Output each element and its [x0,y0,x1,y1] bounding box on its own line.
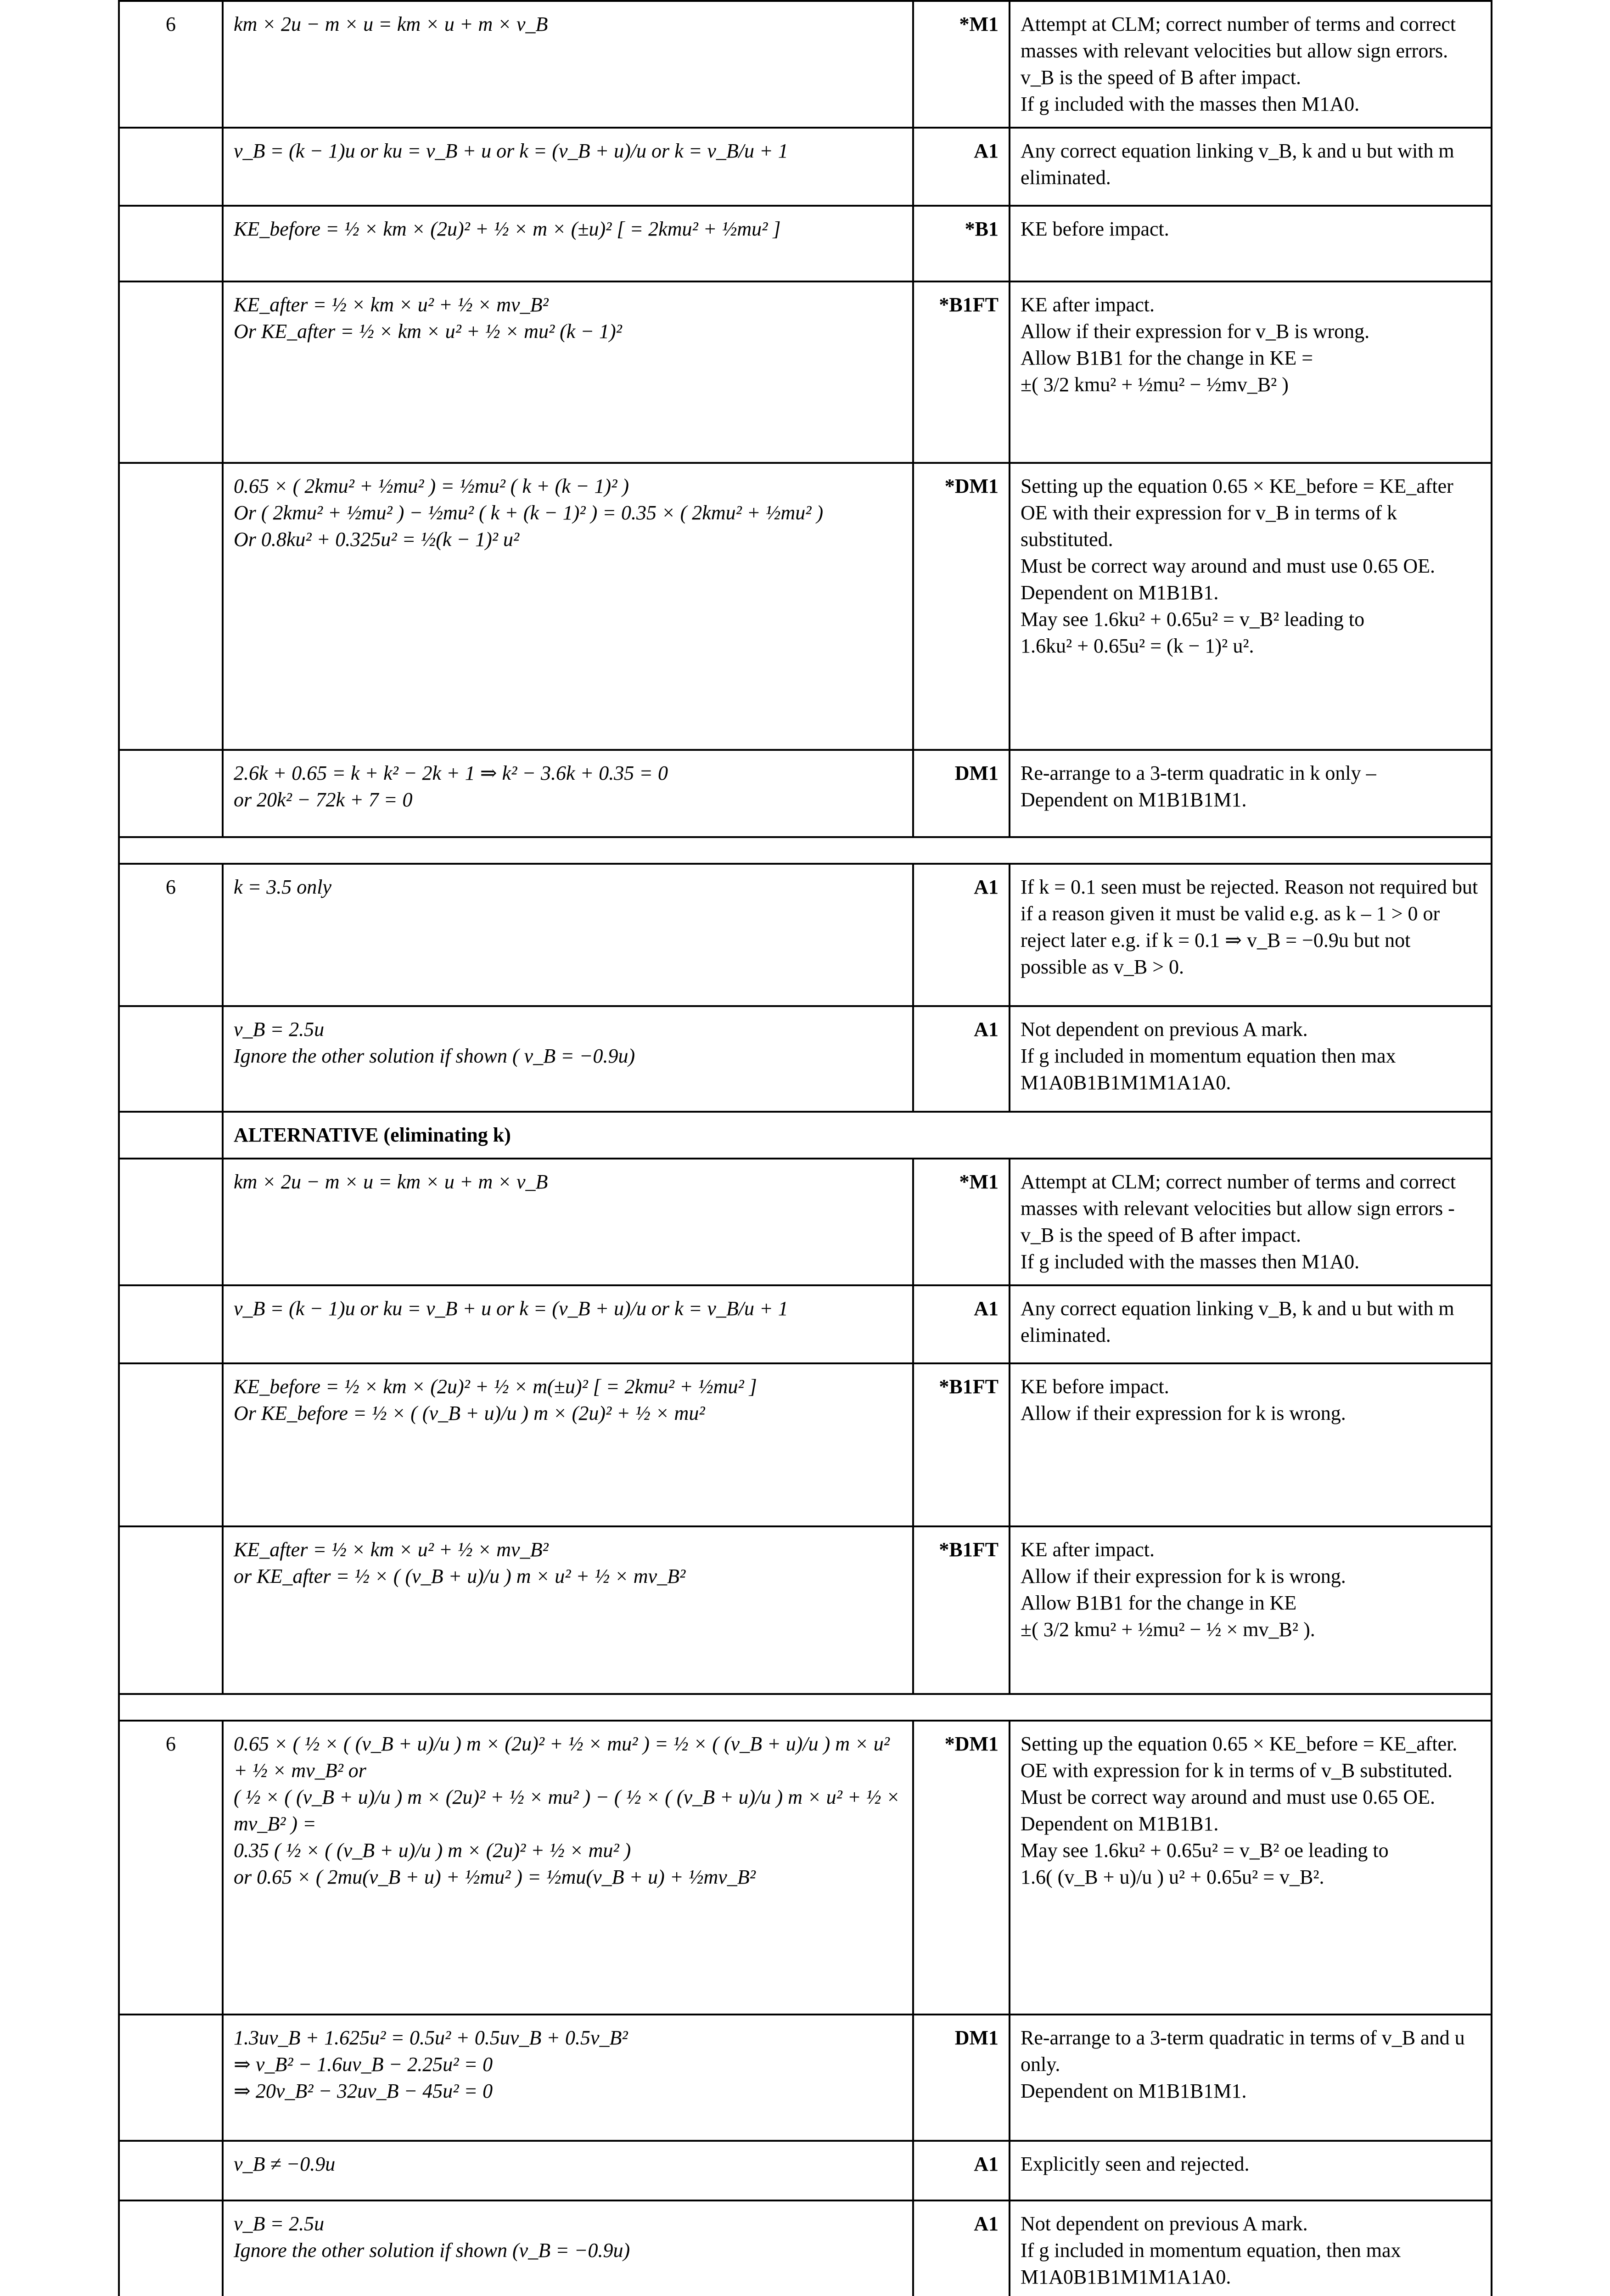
guidance-line: Allow if their expression for v_B is wrong. [1021,320,1370,343]
mark-code: *B1FT [913,1526,1010,1694]
mark-code: A1 [913,128,1010,206]
guidance-line: ±( 3/2 kmu² + ½mu² − ½ × mv_B² ). [1021,1618,1315,1641]
working-line: Or 0.8ku² + 0.325u² = ½(k − 1)² u² [234,528,520,551]
mark-row [119,1363,1492,1526]
guidance-line: Not dependent on previous A mark. [1021,1018,1308,1041]
working-line: k = 3.5 only [234,876,331,898]
guidance-line: Must be correct way around and must use 0.65 OE. [1021,555,1436,577]
working-line: or KE_after = ½ × ( (v_B + u)/u ) m × u² + ½ × mv_B² [234,1565,686,1587]
working-cell [223,750,913,837]
working-line: km × 2u − m × u = km × u + m × v_B [234,13,548,35]
guidance-line: Re-arrange to a 3-term quadratic in terms of v_B and u only. [1021,2026,1465,2076]
question-number-cell: 6 [119,1721,223,2015]
working-line: 0.65 × ( ½ × ( (v_B + u)/u ) m × (2u)² + ½ × mu² ) = ½ × ( (v_B + u)/u ) m × u² + ½ × mv_B² or [234,1733,890,1782]
guidance-line: KE before impact. [1021,218,1169,240]
working-line: Or ( 2kmu² + ½mu² ) − ½mu² ( k + (k − 1)² ) = 0.35 × ( 2kmu² + ½mu² ) [234,501,824,524]
working-cell [223,1,913,128]
mark-code: DM1 [913,750,1010,837]
guidance-line: Re-arrange to a 3-term quadratic in k only – [1021,762,1376,784]
mark-row [119,206,1492,281]
working-cell [223,281,913,463]
guidance-line: Allow if their expression for k is wrong. [1021,1565,1346,1587]
working-cell [223,864,913,1006]
working-cell [223,1159,913,1285]
working-cell [223,2141,913,2200]
mark-code: *DM1 [913,1721,1010,2015]
guidance-line: Not dependent on previous A mark. [1021,2212,1308,2235]
question-number-cell: 6 [119,864,223,1006]
guidance-line: Dependent on M1B1B1M1. [1021,788,1247,811]
guidance-cell [1010,1721,1492,2015]
mark-code: A1 [913,2141,1010,2200]
mark-code: *B1FT [913,281,1010,463]
guidance-cell [1010,2200,1492,2296]
working-cell [223,1721,913,2015]
block-separator [119,1694,1492,1721]
guidance-line: Allow B1B1 for the change in KE [1021,1592,1297,1614]
mark-scheme-table [118,0,1492,2296]
guidance-cell [1010,463,1492,750]
working-line: 0.35 ( ½ × ( (v_B + u)/u ) m × (2u)² + ½ × mu² ) [234,1839,631,1862]
mark-row [119,1285,1492,1363]
guidance-line: Attempt at CLM; correct number of terms and correct masses with relevant velocities but allow sign errors - [1021,1171,1456,1220]
working-cell [223,2015,913,2141]
working-cell [223,206,913,281]
guidance-line: May see 1.6ku² + 0.65u² = v_B² leading to [1021,608,1365,630]
working-line: or 0.65 × ( 2mu(v_B + u) + ½mu² ) = ½mu(v_B + u) + ½mv_B² [234,1866,756,1888]
guidance-cell [1010,281,1492,463]
working-line: KE_before = ½ × km × (2u)² + ½ × m × (±u)² [ = 2kmu² + ½mu² ] [234,218,781,240]
question-number-cell [119,2141,223,2200]
alternative-heading: ALTERNATIVE (eliminating k) [223,1112,1492,1159]
working-cell [223,1285,913,1363]
guidance-line: KE after impact. [1021,1538,1155,1561]
guidance-line: Any correct equation linking v_B, k and u but with m eliminated. [1021,140,1454,189]
question-number-cell [119,1159,223,1285]
working-line: v_B = 2.5u [234,1018,325,1041]
guidance-line: Explicitly seen and rejected. [1021,2153,1250,2175]
guidance-line: Dependent on M1B1B1. [1021,1812,1219,1835]
working-line: v_B = (k − 1)u or ku = v_B + u or k = (v_B + u)/u or k = v_B/u + 1 [234,140,788,162]
guidance-line: KE before impact. [1021,1375,1169,1398]
question-number-cell: 6 [119,1,223,128]
guidance-line: If g included in momentum equation then max [1021,1045,1396,1067]
guidance-line: 1.6( (v_B + u)/u ) u² + 0.65u² = v_B². [1021,1866,1324,1888]
question-number-cell [119,2015,223,2141]
mark-row [119,281,1492,463]
mark-code: A1 [913,1285,1010,1363]
working-line: Ignore the other solution if shown (v_B = −0.9u) [234,2239,630,2262]
guidance-cell [1010,1159,1492,1285]
working-line: v_B ≠ −0.9u [234,2153,336,2175]
guidance-cell [1010,1363,1492,1526]
guidance-cell [1010,864,1492,1006]
guidance-line: M1A0B1B1M1M1A1A0. [1021,2266,1231,2288]
question-number-cell [119,1112,223,1159]
guidance-cell [1010,1006,1492,1112]
guidance-line: Allow if their expression for k is wrong. [1021,1402,1346,1424]
working-line: ⇒ v_B² − 1.6uv_B − 2.25u² = 0 [234,2053,493,2076]
question-number-cell [119,1285,223,1363]
working-line: 0.65 × ( 2kmu² + ½mu² ) = ½mu² ( k + (k − 1)² ) [234,475,629,497]
mark-code: A1 [913,864,1010,1006]
working-cell [223,2200,913,2296]
guidance-line: Dependent on M1B1B1. [1021,581,1219,604]
working-line: ( ½ × ( (v_B + u)/u ) m × (2u)² + ½ × mu² ) − ( ½ × ( (v_B + u)/u ) m × u² + ½ × mv_B² ) = [234,1786,900,1835]
question-number-cell [119,206,223,281]
guidance-line: v_B is the speed of B after impact. [1021,66,1301,89]
working-line: or 20k² − 72k + 7 = 0 [234,788,413,811]
guidance-cell [1010,1526,1492,1694]
question-number-cell [119,1006,223,1112]
mark-row [119,1006,1492,1112]
mark-code: A1 [913,1006,1010,1112]
question-number-cell [119,128,223,206]
mark-row [119,864,1492,1006]
mark-code: *M1 [913,1159,1010,1285]
guidance-line: Setting up the equation 0.65 × KE_before = KE_after OE with their expression for v_B in terms of k substituted. [1021,475,1453,551]
mark-row [119,2141,1492,2200]
guidance-line: If g included with the masses then M1A0. [1021,1250,1360,1273]
guidance-cell [1010,2141,1492,2200]
working-line: 1.3uv_B + 1.625u² = 0.5u² + 0.5uv_B + 0.5v_B² [234,2026,628,2049]
guidance-line: OE with expression for k in terms of v_B substituted. [1021,1759,1453,1782]
guidance-line: Attempt at CLM; correct number of terms and correct masses with relevant velocities but allow sign errors. [1021,13,1456,62]
guidance-line: M1A0B1B1M1M1A1A0. [1021,1071,1231,1094]
guidance-line: If k = 0.1 seen must be rejected. Reason not required but if a reason given it must be valid e.g. as k – 1 > 0 or reject later e.g. if k = 0.1 ⇒ v_B = −0.9u but not possible as v_B > 0. [1021,876,1478,978]
guidance-line: May see 1.6ku² + 0.65u² = v_B² oe leading to [1021,1839,1389,1862]
guidance-line: Any correct equation linking v_B, k and u but with m eliminated. [1021,1297,1454,1346]
guidance-line: ±( 3/2 kmu² + ½mu² − ½mv_B² ) [1021,373,1289,396]
mark-row [119,1112,1492,1159]
guidance-line: v_B is the speed of B after impact. [1021,1224,1301,1246]
block-separator [119,837,1492,864]
working-line: KE_after = ½ × km × u² + ½ × mv_B² [234,1538,549,1561]
working-line: v_B = (k − 1)u or ku = v_B + u or k = (v_B + u)/u or k = v_B/u + 1 [234,1297,788,1320]
guidance-line: If g included with the masses then M1A0. [1021,93,1360,115]
mark-row [119,128,1492,206]
working-line: ⇒ 20v_B² − 32uv_B − 45u² = 0 [234,2080,493,2102]
mark-code: *DM1 [913,463,1010,750]
guidance-line: 1.6ku² + 0.65u² = (k − 1)² u². [1021,635,1254,657]
mark-code: A1 [913,2200,1010,2296]
question-number-cell [119,1526,223,1694]
working-cell [223,463,913,750]
guidance-line: Dependent on M1B1B1M1. [1021,2080,1247,2102]
guidance-cell [1010,1,1492,128]
question-number-cell [119,1363,223,1526]
mark-code: DM1 [913,2015,1010,2141]
mark-row [119,750,1492,837]
question-number-cell [119,281,223,463]
mark-row [119,463,1492,750]
mark-row [119,1721,1492,2015]
working-line: KE_after = ½ × km × u² + ½ × mv_B² [234,293,549,316]
mark-row [119,2200,1492,2296]
mark-code: *B1 [913,206,1010,281]
guidance-line: Must be correct way around and must use 0.65 OE. [1021,1786,1436,1808]
guidance-cell [1010,128,1492,206]
working-line: 2.6k + 0.65 = k + k² − 2k + 1 ⇒ k² − 3.6k + 0.35 = 0 [234,762,668,784]
working-line: km × 2u − m × u = km × u + m × v_B [234,1171,548,1193]
mark-row [119,1,1492,128]
working-cell [223,1006,913,1112]
guidance-line: KE after impact. [1021,293,1155,316]
guidance-line: Setting up the equation 0.65 × KE_before = KE_after. [1021,1733,1458,1755]
working-line: KE_before = ½ × km × (2u)² + ½ × m(±u)² [ = 2kmu² + ½mu² ] [234,1375,757,1398]
question-number-cell [119,2200,223,2296]
working-cell [223,128,913,206]
working-line: Or KE_after = ½ × km × u² + ½ × mu² (k − 1)² [234,320,622,343]
mark-code: *B1FT [913,1363,1010,1526]
working-line: Ignore the other solution if shown ( v_B = −0.9u) [234,1045,635,1067]
working-line: Or KE_before = ½ × ( (v_B + u)/u ) m × (2u)² + ½ × mu² [234,1402,705,1424]
guidance-cell [1010,2015,1492,2141]
working-line: v_B = 2.5u [234,2212,325,2235]
guidance-line: If g included in momentum equation, then max [1021,2239,1401,2262]
guidance-cell [1010,750,1492,837]
mark-scheme-sheet [118,0,1491,2296]
question-number-cell [119,463,223,750]
guidance-line: Allow B1B1 for the change in KE = [1021,347,1313,369]
mark-row [119,1159,1492,1285]
working-cell [223,1526,913,1694]
mark-row [119,1526,1492,1694]
guidance-cell [1010,206,1492,281]
guidance-cell [1010,1285,1492,1363]
mark-code: *M1 [913,1,1010,128]
question-number-cell [119,750,223,837]
mark-row [119,2015,1492,2141]
working-cell [223,1363,913,1526]
